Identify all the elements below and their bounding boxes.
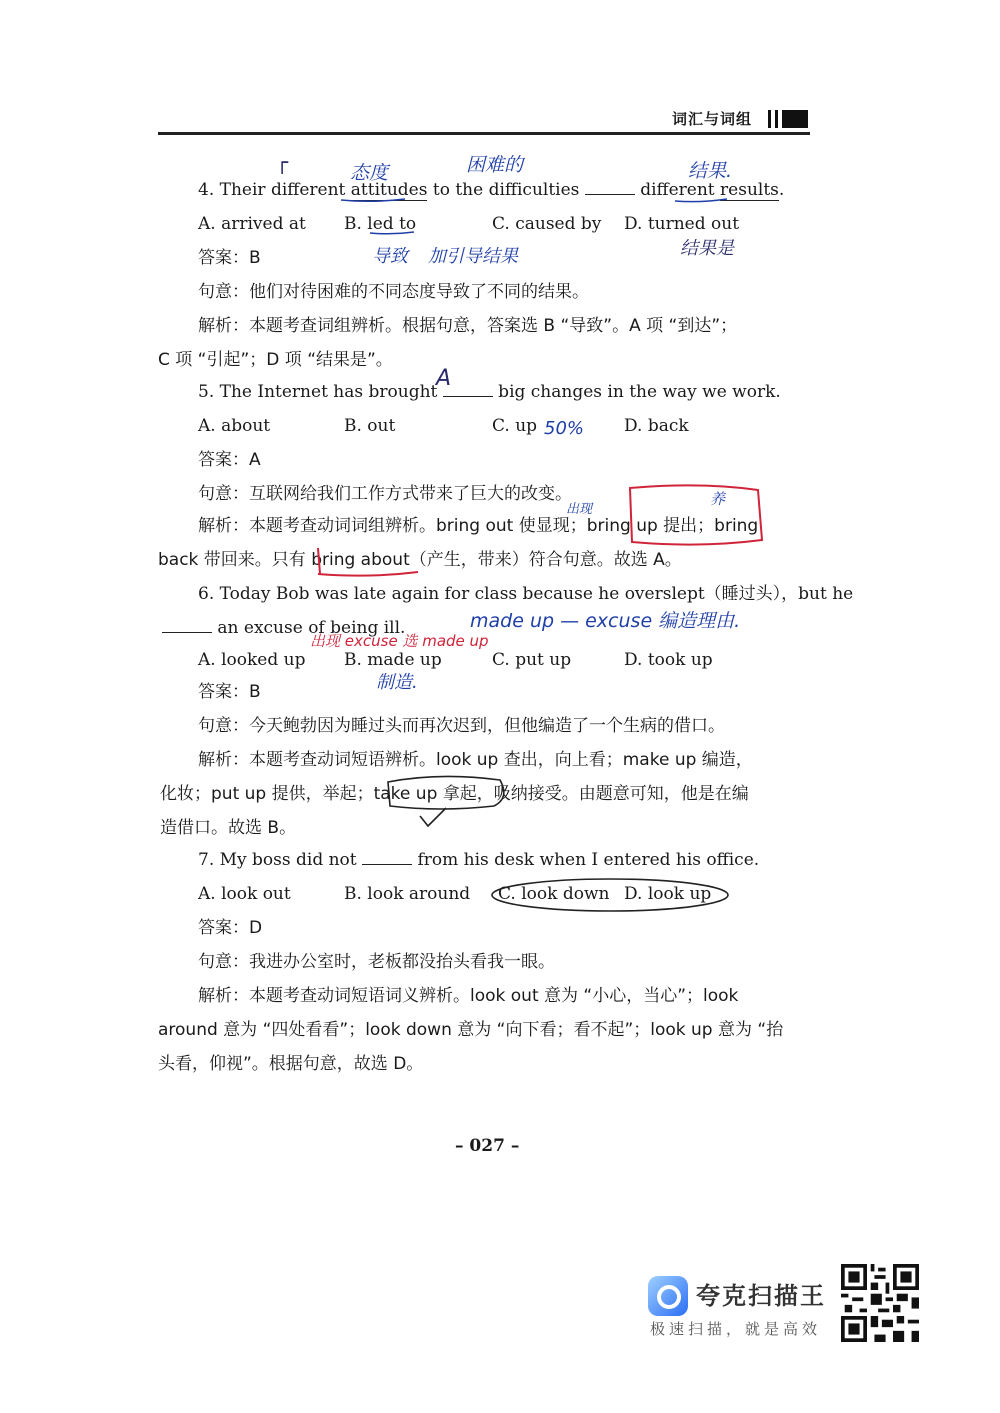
handwritten-plus: 加引导结果	[428, 246, 518, 267]
scanner-logo-icon	[648, 1276, 688, 1316]
handwritten-led-to: 导致	[372, 246, 408, 267]
handwritten-difficult: 困难的	[466, 154, 524, 176]
handwritten-appear: 出现	[566, 502, 593, 517]
check-mark	[420, 808, 446, 826]
q5-stem: 5. The Internet has brought big changes in the way we work.	[198, 382, 781, 402]
q6-analysis: 解析：本题考查动词短语辨析。look up 查出，向上看；make up 编造，	[198, 750, 753, 770]
q4-meaning: 句意：他们对待困难的不同态度导致了不同的结果。	[198, 282, 589, 302]
handwritten-excuse-note: 出现 excuse 选 made up	[310, 632, 489, 650]
handwritten-made-up-note: made up — excuse 编造理由.	[470, 610, 741, 632]
q5-analysis-cont: back 带回来。只有 bring about（产生，带来）符合句意。故选 A。	[158, 550, 682, 570]
scanner-slogan: 极速扫描，就是高效	[650, 1320, 822, 1338]
q7-option-a: A. look out	[198, 884, 291, 904]
q6-option-b: B. made up	[344, 650, 442, 670]
q5-answer: 答案：A	[198, 450, 261, 470]
handwritten-turned-out: 结果是	[680, 238, 734, 259]
q7-answer: 答案：D	[198, 918, 263, 938]
q6-blank	[162, 616, 212, 633]
q5-option-a: A. about	[198, 416, 271, 436]
q6-option-a: A. looked up	[198, 650, 306, 670]
q7-option-c: C. look down	[498, 884, 610, 904]
page-number: – 027 –	[455, 1136, 520, 1156]
q4-analysis-cont: C 项 “引起”；D 项 “结果是”。	[158, 350, 393, 370]
q5-analysis: 解析：本题考查动词词组辨析。bring out 使显现；bring up 提出；bring	[198, 516, 759, 536]
handwritten-q5-answer: A	[436, 366, 452, 391]
q7-analysis-cont-2: 头看，仰视”。根据句意，故选 D。	[158, 1054, 424, 1074]
q6-analysis-cont: 化妆；put up 提供，举起；take up 拿起，吸纳接受。由题意可知，他是在编	[160, 784, 749, 804]
q7-analysis-cont: around 意为 “四处看看”；look down 意为 “向下看；看不起”；look up 意为 “抬	[158, 1020, 784, 1040]
q4-analysis: 解析：本题考查词组辨析。根据句意，答案选 B “导致”。A 项 “到达”；	[198, 316, 738, 336]
q5-meaning: 句意：互联网给我们工作方式带来了巨大的改变。	[198, 484, 572, 504]
handwritten-50pct: 50%	[544, 418, 585, 439]
q5-option-b: B. out	[344, 416, 396, 436]
q6-answer: 答案：B	[198, 682, 261, 702]
q7-option-b: B. look around	[344, 884, 471, 904]
handwritten-mark: ┌	[276, 150, 289, 174]
handwritten-result: 结果.	[688, 160, 733, 182]
q7-blank	[362, 848, 412, 865]
q4-option-a: A. arrived at	[198, 214, 306, 234]
q6-meaning: 句意：今天鲍勃因为睡过头而再次迟到，但他编造了一个生病的借口。	[198, 716, 725, 736]
handwritten-attitude: 态度	[350, 162, 389, 184]
q7-stem: 7. My boss did not from his desk when I entered his office.	[198, 850, 760, 870]
q5-option-c: C. up	[492, 416, 538, 436]
q4-stem: 4. Their different attitudes to the difficulties different results.	[198, 180, 785, 200]
header-rule	[158, 132, 810, 135]
q7-option-d: D. look up	[624, 884, 712, 904]
q6-option-d: D. took up	[624, 650, 713, 670]
q6-analysis-cont-2: 造借口。故选 B。	[160, 818, 297, 838]
q7-analysis: 解析：本题考查动词短语词义辨析。look out 意为 “小心，当心”；look	[198, 986, 739, 1006]
handwritten-raise: 养	[710, 490, 726, 508]
section-title: 词汇与词组	[672, 110, 753, 128]
q6-option-c: C. put up	[492, 650, 572, 670]
q4-blank	[585, 178, 635, 195]
q4-answer: 答案：B	[198, 248, 261, 268]
handwritten-invent: 制造.	[376, 672, 418, 693]
scanner-watermark	[648, 1268, 828, 1348]
qr-code-icon	[838, 1264, 922, 1342]
q4-option-b: B. led to	[344, 214, 417, 234]
q6-stem-cont: an excuse of being ill.	[162, 616, 405, 640]
q5-option-d: D. back	[624, 416, 689, 436]
q7-meaning: 句意：我进办公室时，老板都没抬头看我一眼。	[198, 952, 555, 972]
q4-option-d: D. turned out	[624, 214, 740, 234]
q6-stem: 6. Today Bob was late again for class because he overslept（睡过头），but he	[198, 584, 854, 604]
scanner-brand-name: 夸克扫描王	[696, 1282, 826, 1310]
q4-option-c: C. caused by	[492, 214, 602, 234]
